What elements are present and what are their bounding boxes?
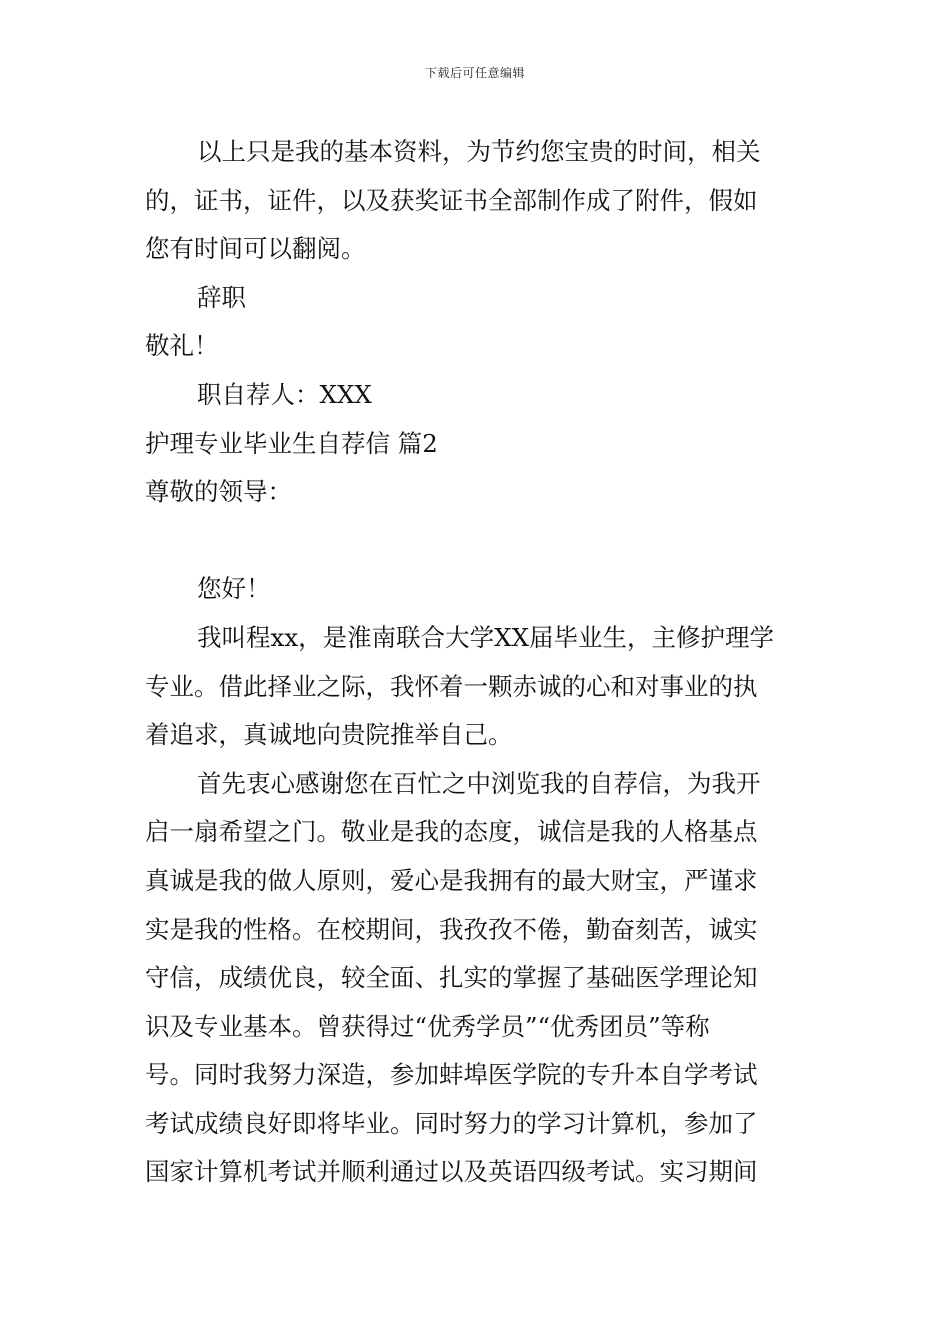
paragraph-line: 国家计算机考试并顺利通过以及英语四级考试。实习期间	[145, 1157, 758, 1187]
paragraph-line: 我叫程xx，是淮南联合大学XX届毕业生，主修护理学	[197, 622, 775, 652]
paragraph-line: 识及专业基本。曾获得过“优秀学员”“优秀团员”等称	[145, 1011, 710, 1041]
paragraph-line: 号。同时我努力深造，参加蚌埠医学院的专升本自学考试	[145, 1060, 758, 1090]
blank-line	[145, 517, 807, 566]
paragraph-line: 考试成绩良好即将毕业。同时努力的学习计算机，参加了	[145, 1108, 758, 1138]
section-title: 护理专业毕业生自荐信 篇2	[145, 428, 438, 458]
paragraph-line: 着追求，真诚地向贵院推举自己。	[145, 720, 513, 750]
signature-line: 职自荐人：XXX	[197, 379, 372, 409]
document-body	[145, 128, 807, 1197]
paragraph-line: 首先衷心感谢您在百忙之中浏览我的自荐信，为我开	[197, 768, 761, 798]
paragraph-line: 守信，成绩优良，较全面、扎实的掌握了基础医学理论知	[145, 963, 758, 993]
paragraph-line: 真诚是我的做人原则，爱心是我拥有的最大财宝，严谨求	[145, 865, 758, 895]
greeting: 您好！	[197, 574, 271, 604]
greeting-addressee: 尊敬的领导：	[145, 477, 292, 507]
paragraph-line: 以上只是我的基本资料，为节约您宝贵的时间，相关	[197, 137, 761, 166]
salutation-closing: 敬礼！	[145, 331, 219, 361]
paragraph-line: 启一扇希望之门。敬业是我的态度，诚信是我的人格基点	[145, 817, 758, 847]
paragraph-line: 实是我的性格。在校期间，我孜孜不倦，勤奋刻苦，诚实	[145, 914, 758, 944]
paragraph-line: 您有时间可以翻阅。	[145, 234, 366, 264]
closing-line: 辞职	[197, 282, 246, 312]
paragraph-line: 专业。借此择业之际，我怀着一颗赤诚的心和对事业的执	[145, 671, 758, 701]
paragraph-line: 的，证书，证件，以及获奖证书全部制作成了附件，假如	[145, 185, 758, 215]
page-header: 下载后可任意编辑	[424, 66, 525, 80]
